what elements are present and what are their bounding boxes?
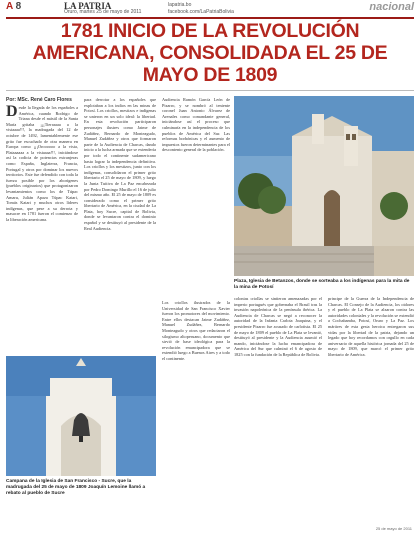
article-column-3 [162,97,230,307]
headline: 1781 INICIO DE LA REVOLUCIÓN AMERICANA, CONSOLIDADA EL 25 DE MAYO DE 1809 [32,20,388,86]
photo-betanzos-church [234,96,414,276]
header-divider [6,17,414,19]
church-photo-image [234,96,414,276]
page-header [0,0,420,16]
page-prefix: A [6,1,13,12]
article-text-3: Audiencia Ramón García León de Pizarro, y se nombró al teniente coronel Juan Antonio Álvarez de Arenales como comandante general, iniciándose así el proceso que culminaría en la independencia de los pueblos de América del Sur. Las reformas borbónicas y el aumento de impuestos fueron determinantes para el descontento general de la población. [162,97,230,153]
social-links [168,2,234,15]
byline: Por: MSc. René Caro Flores [6,97,72,103]
page-number-value: 8 [15,1,22,12]
article-text-1: esde la llegada de los españoles a América, cuando Rodrigo de Triana desde el mástil de la Santa María gritaba ¡¡¡Tierraaaa a la vistaaaa!!!, la madrugada del 12 de octubre de 1492, lamentablemente ese grito fue escuchado de otra manera en Europa como ¡¡¡Oroooooo a la vista, Plataaaaaa a la vistaaaa!!!, iniciándose así la codicia de potencias extranjeras como España, Inglaterra, Francia, Portugal y otros por dominar los nuevos territorios. Este fue defendido con toda la fuerza posible por los aborígenes (pueblos originarios) que protagonizaron levantamientos como los de Túpac Amaru, Julián Apaza Túpac Katari, Tomás Katari y muchos otros líderes indígenas, que pese a su derrota y masacre en 1781 fueron el comienzo de la liberación americana. [6,105,78,222]
site-link[interactable]: lapatria.bo [168,2,192,8]
article-text-6: principe de la Guerra de la Independencia de Charcas. El Consejo de la Audiencia, los oidores y el pueblo de La Plata se alzaron contra las autoridades coloniales y la revolución se extendió a Cochabamba, Potosí, Oruro y La Paz. Los mártires de esta gesta heroica entregaron sus vidas por la libertad de la patria, dejando un legado que hoy recordamos con orgullo en cada aniversario de aquella histórica jornada del 25 de mayo de 1809, que marcó el primer grito libertario de América. [328,296,414,357]
photo-1-caption: Plaza, Iglesia de Betanzos, donde se sorteaba a los indígenas para la mita de la mina de Potosí [234,279,410,290]
article-column-1 [6,105,78,351]
newspaper-name: LA PATRIA [64,1,112,11]
article-column-2 [84,97,156,351]
article-text-2: para derrotar a los españoles que explotaban a los indios en las minas de Potosí. Los criollos, mestizos e indígenas se unieron en un solo ideal: la libertad. En esta revolución participaron personajes ilustres como Jaime de Zudáñez, Bernardo de Monteagudo, Manuel Zudáñez y otros que formaron parte de la Audiencia de Charcas, dando inicio a la lucha armada que se extendería por todo el continente sudamericano hasta lograr la independencia definitiva. Los criollos y los mestizos, junto con los indígenas, consolidaron el primer grito libertario el 25 de mayo de 1809, y luego la Junta Tuitiva de La Paz encabezada por Pedro Domingo Murillo el 16 de julio del mismo año. El 25 de mayo de 1809 es considerado como el primer grito libertario de América, en la ciudad de La Plata, hoy Sucre, capital de Bolivia, donde se levantaron contra el dominio español y se destituyó al presidente de la Real Audiencia. [84,97,156,231]
article-column-5 [234,296,322,526]
section-name: nacional [369,1,414,13]
facebook-link[interactable]: facebook.com/LaPatriaBolivia [168,8,234,15]
article-text-5: colonias criollas se sintieron amenazadas por el imperio portugués que gobernaba el Brasil tras la invasión napoleónica de la península ibérica. La Audiencia de Charcas se negó a reconocer la autoridad de la Infanta Carlota Joaquina, y el presidente Pizarro fue acusado de carlotista. El 25 de mayo de 1809 el pueblo de La Plata se levantó, destituyó al presidente y la Audiencia asumió el mando, iniciándose la lucha emancipadora de América del Sur que culminó el 6 de agosto de 1825 con la fundación de la República de Bolivia. [234,296,322,357]
headline-divider [6,90,414,91]
page-number [6,1,21,12]
issue-date: Oruro, martes 25 de mayo de 2011 [64,9,142,15]
photo-san-francisco-bell [6,356,156,476]
article-text-4: Los criollos ilustrados de la Universidad de San Francisco Xavier fueron los promotores del movimiento. Entre ellos destacan Jaime Zudáñez, Manuel Zudáñez, Bernardo Monteagudo y otros que redactaron el silogismo altoperuano, documento que sirvió de base ideológica para la revolución emancipadora que se extendió luego a Buenos Aires y a todo el continente. [162,300,230,361]
photo-2-caption: Campana de la Iglesia de San Francisco - Sucre, que la madrugada del 25 de mayo de 1809 Joaquín Lemoine llamó a rebato al pueblo de Sucre [6,479,146,496]
article-column-4 [162,300,230,526]
article-column-6 [328,296,414,518]
drop-cap: D [6,105,18,120]
footer-date: 25 de mayo de 2011 [375,526,412,531]
bell-photo-image [6,356,156,476]
